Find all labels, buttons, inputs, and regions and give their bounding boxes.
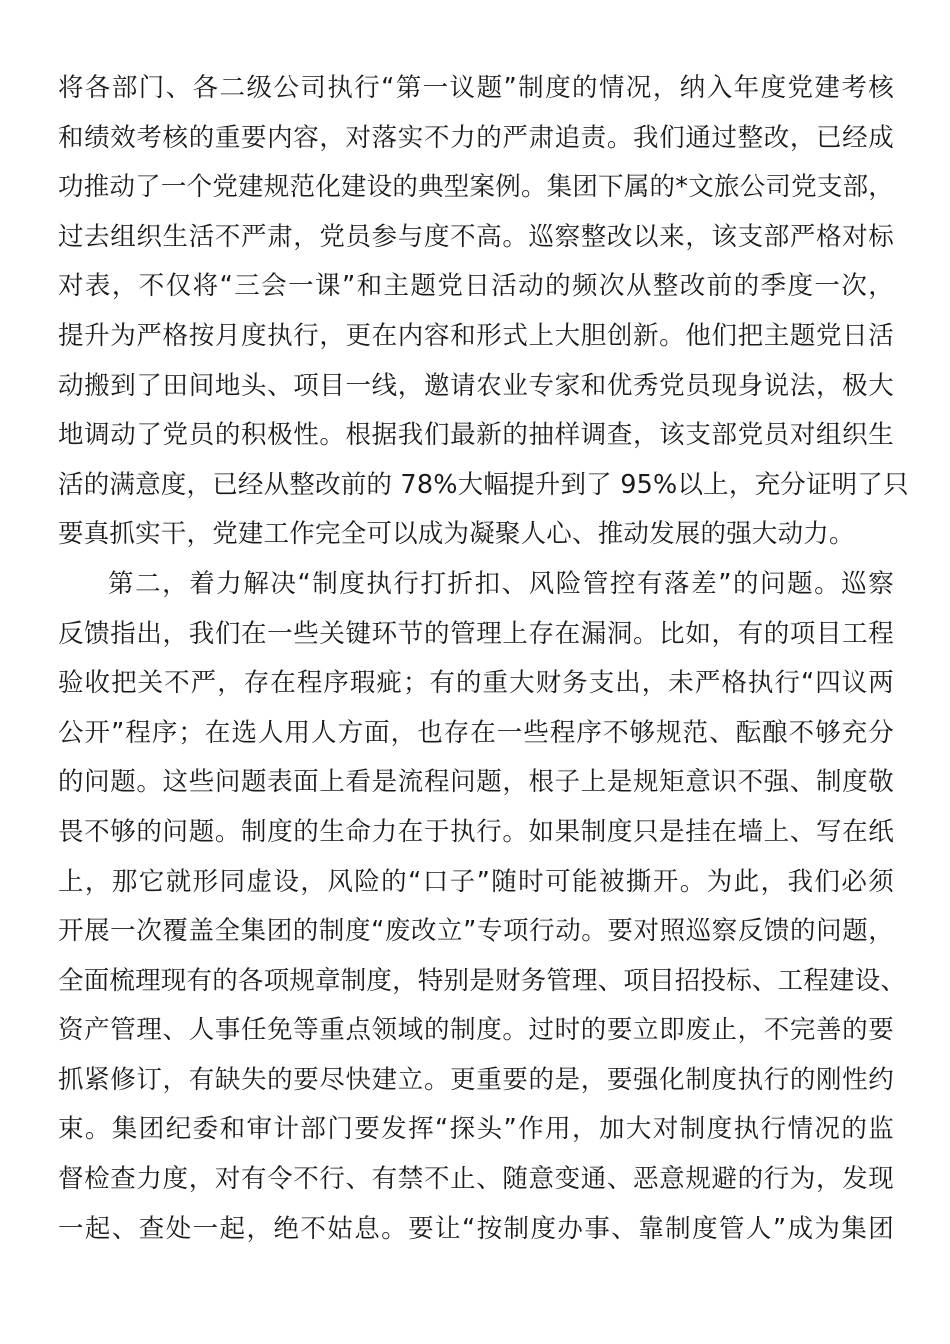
text-line: 活的满意度，已经从整改前的 78%大幅提升到了 95%以上，充分证明了只 bbox=[58, 469, 909, 500]
text-line: 束。集团纪委和审计部门要发挥“探头”作用，加大对制度执行情况的监 bbox=[58, 1114, 894, 1145]
text-line: 上，那它就形同虚设，风险的“口子”随时可能被撕开。为此，我们必须 bbox=[58, 866, 894, 897]
text-line: 反馈指出，我们在一些关键环节的管理上存在漏洞。比如，有的项目工程 bbox=[58, 618, 894, 649]
text-line: 将各部门、各二级公司执行“第一议题”制度的情况，纳入年度党建考核 bbox=[58, 73, 894, 103]
text-line: 一起、查处一起，绝不姑息。要让“按制度办事、靠制度管人”成为集团 bbox=[58, 1213, 894, 1244]
text-line: 和绩效考核的重要内容，对落实不力的严肃追责。我们通过整改，已经成 bbox=[58, 122, 894, 153]
text-line: 过去组织生活不严肃，党员参与度不高。巡察整改以来，该支部严格对标 bbox=[58, 221, 894, 252]
text-line: 全面梳理现有的各项规章制度，特别是财务管理、项目招投标、工程建设、 bbox=[58, 965, 907, 996]
text-line: 动搬到了田间地头、项目一线，邀请农业专家和优秀党员现身说法，极大 bbox=[58, 370, 894, 401]
text-line: 开展一次覆盖全集团的制度“废改立”专项行动。要对照巡察反馈的问题， bbox=[58, 916, 894, 947]
text-line: 抓紧修订，有缺失的要尽快建立。更重要的是，要强化制度执行的刚性约 bbox=[58, 1064, 894, 1095]
document-body bbox=[58, 64, 909, 1254]
text-line: 资产管理、人事任免等重点领域的制度。过时的要立即废止，不完善的要 bbox=[58, 1015, 894, 1046]
text-line: 验收把关不严，存在程序瑕疵；有的重大财务支出，未严格执行“四议两 bbox=[58, 668, 894, 699]
text-line: 地调动了党员的积极性。根据我们最新的抽样调查，该支部党员对组织生 bbox=[58, 420, 894, 451]
text-line: 畏不够的问题。制度的生命力在于执行。如果制度只是挂在墙上、写在纸 bbox=[58, 816, 894, 847]
text-line: 公开”程序；在选人用人方面，也存在一些程序不够规范、酝酿不够充分 bbox=[58, 717, 894, 748]
text-line: 提升为严格按月度执行，更在内容和形式上大胆创新。他们把主题党日活 bbox=[58, 320, 894, 351]
text-line: 第二，着力解决“制度执行打折扣、风险管控有落差”的问题。巡察 bbox=[108, 568, 894, 599]
text-line: 的问题。这些问题表面上看是流程问题，根子上是规矩意识不强、制度敬 bbox=[58, 767, 894, 798]
text-line: 对表，不仅将“三会一课”和主题党日活动的频次从整改前的季度一次， bbox=[58, 271, 894, 302]
text-line: 功推动了一个党建规范化建设的典型案例。集团下属的*文旅公司党支部， bbox=[58, 172, 894, 203]
text-line: 督检查力度，对有令不行、有禁不止、随意变通、恶意规避的行为，发现 bbox=[58, 1164, 894, 1195]
text-line: 要真抓实干，党建工作完全可以成为凝聚人心、推动发展的强大动力。 bbox=[58, 519, 855, 550]
